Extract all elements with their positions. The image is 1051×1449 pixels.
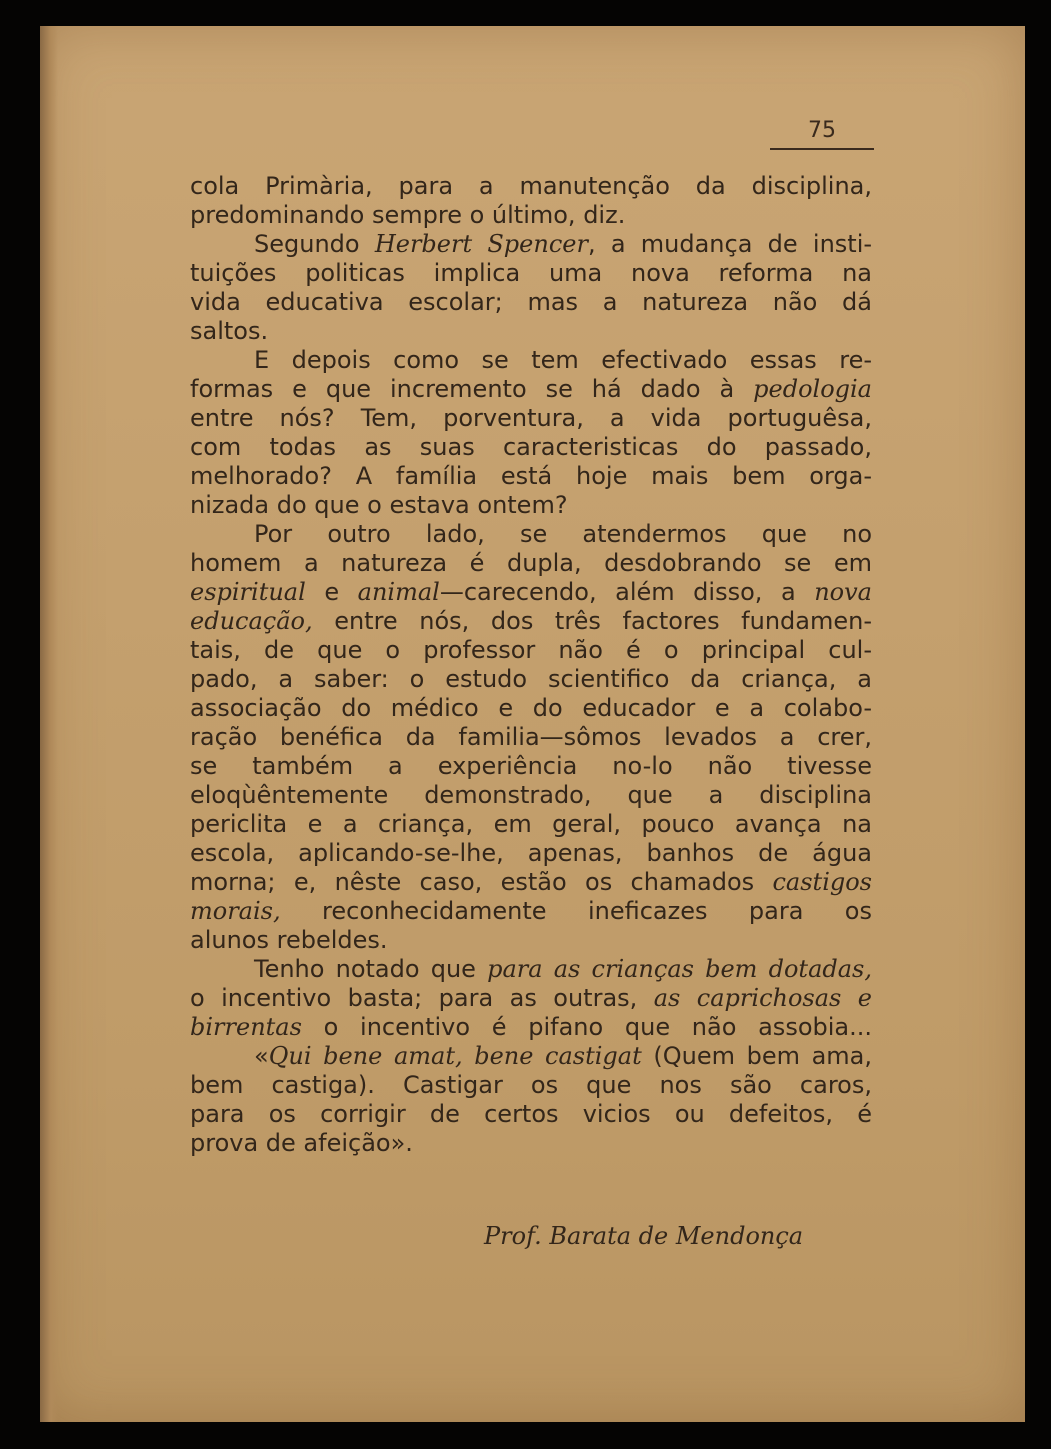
text-line	[190, 810, 872, 839]
text-line	[190, 230, 872, 259]
text-run: prova de afeição».	[190, 1129, 413, 1157]
text-run: —carecendo, além disso, a	[439, 578, 815, 606]
text-run: se também a experiência no-lo não tivesse	[190, 752, 872, 780]
text-line	[190, 1042, 872, 1071]
text-line	[190, 1129, 872, 1158]
text-run: E depois como se tem efectivado essas re-	[254, 346, 872, 374]
text-line	[190, 984, 872, 1013]
text-run: eloqùêntemente demonstrado, que a disciplina	[190, 781, 872, 809]
text-line	[190, 752, 872, 781]
text-run: nizada do que o estava ontem?	[190, 491, 568, 519]
text-run: predominando sempre o último, diz.	[190, 201, 626, 229]
text-line	[190, 375, 872, 404]
italic-phrase: animal	[357, 578, 440, 606]
text-line	[190, 897, 872, 926]
italic-phrase: Herbert Spencer	[374, 230, 588, 258]
text-run: para os corrigir de certos vicios ou defeitos, é	[190, 1100, 872, 1128]
italic-phrase: para as crianças bem dotadas,	[487, 955, 872, 983]
text-run: homem a natureza é dupla, desdobrando se em	[190, 549, 872, 577]
text-run: , a mudança de insti-	[587, 230, 872, 258]
text-run: (Quem bem ama,	[641, 1042, 872, 1070]
text-run: tais, de que o professor não é o principal cul-	[190, 636, 872, 664]
text-run: formas e que incremento se há dado à	[190, 375, 754, 403]
text-run: o incentivo basta; para as outras,	[190, 984, 654, 1012]
text-line	[190, 839, 872, 868]
text-run: ração benéfica da familia—sômos levados a crer,	[190, 723, 872, 751]
text-run: com todas as suas caracteristicas do passado,	[190, 433, 872, 461]
author-signature: Prof. Barata de Mendonça	[484, 1222, 804, 1250]
text-run: entre nós? Tem, porventura, a vida portuguêsa,	[190, 404, 872, 432]
text-line	[190, 607, 872, 636]
italic-phrase: educação,	[190, 607, 313, 635]
italic-phrase: nova	[814, 578, 872, 606]
page-number-rule	[770, 148, 874, 150]
text-line	[190, 1100, 872, 1129]
text-run: melhorado? A família está hoje mais bem orga-	[190, 462, 872, 490]
text-run: Por outro lado, se atendermos que no	[254, 520, 872, 548]
text-line	[190, 665, 872, 694]
text-run: tuições politicas implica uma nova reforma na	[190, 259, 872, 287]
text-line	[190, 955, 872, 984]
text-line	[190, 926, 872, 955]
italic-phrase: pedologia	[753, 375, 872, 403]
text-line	[190, 868, 872, 897]
text-run: o incentivo é pifano que não assobia...	[301, 1013, 872, 1041]
text-run: e	[305, 578, 358, 606]
text-line	[190, 491, 872, 520]
text-line	[190, 549, 872, 578]
text-run: «	[254, 1042, 269, 1070]
text-run: entre nós, dos três factores fundamen-	[312, 607, 872, 635]
text-line	[190, 781, 872, 810]
italic-phrase: castigos	[772, 868, 872, 896]
text-run: pado, a saber: o estudo scientifico da criança, a	[190, 665, 872, 693]
page-number: 75	[808, 118, 836, 143]
text-line	[190, 462, 872, 491]
text-line	[190, 723, 872, 752]
text-run: periclita e a criança, em geral, pouco avança na	[190, 810, 872, 838]
italic-phrase: espiritual	[190, 578, 306, 606]
text-line	[190, 317, 872, 346]
italic-phrase: as caprichosas e	[653, 984, 872, 1012]
text-line	[190, 636, 872, 665]
text-line	[190, 520, 872, 549]
page-spine-shadow	[40, 26, 58, 1422]
text-run: alunos rebeldes.	[190, 926, 388, 954]
text-run: Tenho notado que	[254, 955, 488, 983]
text-run: morna; e, nêste caso, estão os chamados	[190, 868, 773, 896]
text-run: bem castiga). Castigar os que nos são caros,	[190, 1071, 872, 1099]
text-run: saltos.	[190, 317, 269, 345]
italic-phrase: birrentas	[190, 1013, 302, 1041]
text-line	[190, 578, 872, 607]
text-line	[190, 1013, 872, 1042]
text-run: Segundo	[254, 230, 375, 258]
italic-phrase: Qui bene amat, bene castigat	[268, 1042, 642, 1070]
body-text	[190, 172, 872, 1158]
text-line	[190, 433, 872, 462]
text-line	[190, 259, 872, 288]
text-run: associação do médico e do educador e a colabo-	[190, 694, 872, 722]
text-line	[190, 694, 872, 723]
text-line	[190, 1071, 872, 1100]
italic-phrase: morais,	[190, 897, 281, 925]
text-line	[190, 404, 872, 433]
text-run: escola, aplicando-se-lhe, apenas, banhos de água	[190, 839, 872, 867]
text-line	[190, 288, 872, 317]
text-line	[190, 201, 872, 230]
text-run: cola Primària, para a manutenção da disciplina,	[190, 172, 872, 200]
text-line	[190, 172, 872, 201]
text-run: reconhecidamente ineficazes para os	[280, 897, 872, 925]
text-run: vida educativa escolar; mas a natureza não dá	[190, 288, 872, 316]
text-line	[190, 346, 872, 375]
